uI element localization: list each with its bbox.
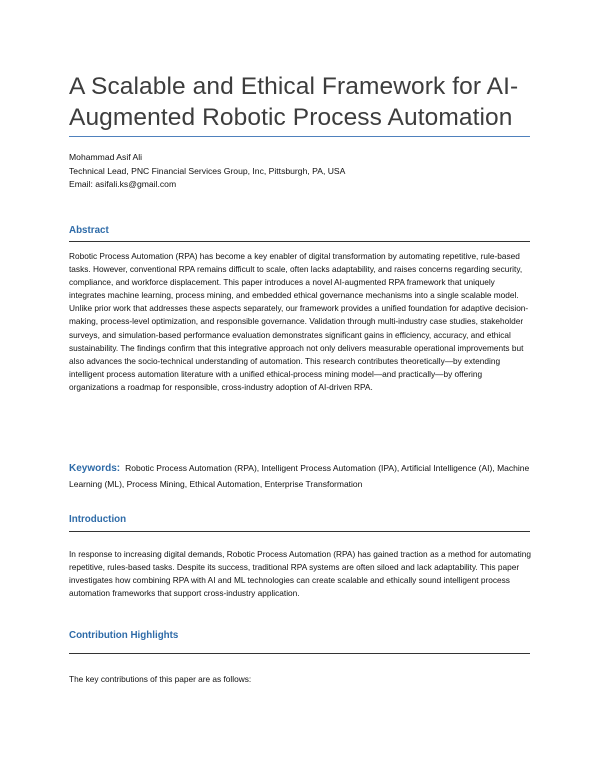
contributions-heading: Contribution Highlights (69, 630, 179, 641)
author-name: Mohammad Asif Ali (69, 152, 143, 162)
keywords-label: Keywords: (69, 463, 121, 474)
author-email: Email: asifali.ks@gmail.com (69, 179, 177, 189)
paper-title: A Scalable and Ethical Framework for AI-Augmented Robotic Process Automation (69, 73, 519, 131)
contributions-divider (69, 653, 530, 654)
author-affiliation: Technical Lead, PNC Financial Services Group, Inc, Pittsburgh, PA, USA (69, 165, 346, 176)
introduction-divider (69, 531, 530, 532)
abstract-heading: Abstract (69, 225, 109, 236)
keywords-text: Robotic Process Automation (RPA), Intelligent Process Automation (IPA), Artificial Intelligence (AI), Machine Learning (ML), Process Mining, Ethical Automation, Enterprise Transformation (69, 463, 530, 489)
author-block (69, 151, 539, 192)
keywords-block (69, 461, 537, 492)
contributions-intro-text: The key contributions of this paper are as follows: (69, 674, 252, 684)
abstract-divider (69, 241, 530, 242)
abstract-text: Robotic Process Automation (RPA) has become a key enabler of digital transformation by automating repetitive, rule-based tasks. However, conventional RPA remains difficult to scale, often lacks adaptability, and raises concerns regarding security, compliance, and workforce displacement. This paper introduces a novel AI-augmented RPA framework that uniquely integrates machine learning, process mining, and embedded ethical governance mechanisms into a single scalable model. Unlike prior work that addresses these aspects separately, our framework provides a unified foundation for adaptive decision-making, process-level optimization, and responsible governance. Validation through multi-industry case studies, stakeholder surveys, and simulation-based performance evaluation demonstrates significant gains in efficiency, accuracy, and ethical sustainability. The findings confirm that this integrative approach not only delivers measurable operational improvements but also advances the socio-technical understanding of automation. This research contributes theoretically—by extending intelligent process automation literature with a unified ethical-process mining model—and practically—by offering organizations a roadmap for responsible, cross-industry adoption of AI-driven RPA. (69, 251, 529, 392)
title-divider (69, 136, 530, 137)
introduction-text: In response to increasing digital demands, Robotic Process Automation (RPA) has gained traction as a method for automating repetitive, rules-based tasks. Despite its success, traditional RPA systems are often siloed and lack adaptability. This paper investigates how combining RPA with AI and ML technologies can create scalable and ethically sound intelligent process automation frameworks that support cross-industry application. (69, 549, 531, 599)
introduction-heading: Introduction (69, 514, 127, 525)
